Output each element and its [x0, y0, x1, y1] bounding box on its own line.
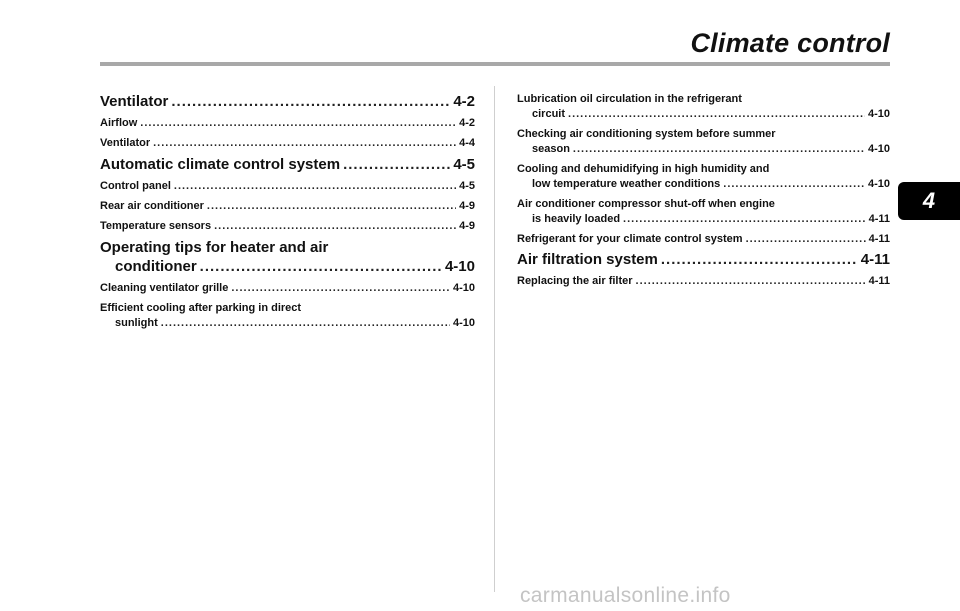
- chapter-tab-marker: 4: [898, 182, 960, 220]
- toc-entry-wrapped[interactable]: [517, 197, 890, 227]
- toc-leader-dots: [623, 212, 866, 227]
- toc-leader-dots: [573, 142, 865, 157]
- toc-leader-dots: [723, 177, 865, 192]
- toc-entry[interactable]: [100, 178, 475, 194]
- toc-leader-dots: [207, 198, 456, 214]
- toc-leader-dots: [214, 218, 456, 234]
- toc-leader-dots: [568, 107, 865, 122]
- toc-leader-dots: [140, 115, 456, 131]
- toc-entry-page: 4-10: [444, 258, 475, 275]
- toc-entry-page: 4-9: [459, 220, 475, 232]
- toc-entry-title: season: [532, 143, 570, 155]
- toc-leader-dots: [231, 280, 450, 296]
- toc-entry-wrapped[interactable]: [517, 127, 890, 157]
- toc-entry[interactable]: [517, 273, 890, 289]
- toc-entry-page: 4-10: [452, 317, 475, 329]
- toc-entry-wrapped[interactable]: [517, 92, 890, 122]
- chapter-title: Climate control: [690, 28, 890, 58]
- toc-entry-title: sunlight: [115, 317, 158, 329]
- toc-entry-wrapped[interactable]: [100, 238, 475, 276]
- toc-entry-page: 4-5: [453, 156, 475, 173]
- toc-entry-page: 4-2: [459, 117, 475, 129]
- toc-entry-title: conditioner: [115, 258, 197, 275]
- toc-entry-page: 4-11: [868, 213, 890, 225]
- toc-entry[interactable]: [100, 92, 475, 111]
- toc-entry-title: Ventilator: [100, 137, 151, 149]
- toc-leader-dots: [171, 92, 450, 111]
- toc-entry-wrapped[interactable]: [517, 162, 890, 192]
- toc-entry-title: Airflow: [100, 117, 138, 129]
- toc-leader-dots: [153, 135, 456, 151]
- toc-entry-wrapped[interactable]: [100, 301, 475, 331]
- toc-leader-dots: [200, 257, 442, 276]
- toc-entry-page: 4-2: [453, 93, 475, 110]
- toc-entry-title: circuit: [532, 108, 566, 120]
- toc-leader-dots: [636, 273, 866, 289]
- toc-entry-page: 4-9: [459, 200, 475, 212]
- toc-entry-title-line1: Checking air conditioning system before summer: [517, 128, 776, 140]
- toc-entry-title-line1: Efficient cooling after parking in direct: [100, 302, 302, 314]
- toc-entry-page: 4-11: [868, 233, 890, 245]
- toc-entry-page: 4-10: [867, 143, 890, 155]
- toc-entry-title: Air filtration system: [517, 251, 658, 268]
- toc-entry-title: is heavily loaded: [532, 213, 621, 225]
- toc-entry-title: Automatic climate control system: [100, 156, 341, 173]
- toc-entry-title: Control panel: [100, 180, 171, 192]
- toc-entry-page: 4-10: [867, 178, 890, 190]
- toc-leader-dots: [161, 316, 450, 331]
- toc-entry-title: low temperature weather conditions: [532, 178, 721, 190]
- toc-entry-title-line1: Lubrication oil circulation in the refrigerant: [517, 93, 742, 105]
- toc-leader-dots: [343, 155, 450, 174]
- toc-entry-title: Temperature sensors: [100, 220, 212, 232]
- toc-right-column: [517, 92, 890, 289]
- toc-entry[interactable]: [517, 231, 890, 247]
- toc-entry-page: 4-11: [860, 251, 890, 268]
- toc-leader-dots: [746, 231, 866, 247]
- toc-entry-title: Replacing the air filter: [517, 275, 633, 287]
- toc-entry-page: 4-10: [867, 108, 890, 120]
- toc-entry-title-line1: Operating tips for heater and air: [100, 239, 329, 256]
- toc-entry[interactable]: [100, 115, 475, 131]
- toc-entry[interactable]: [100, 135, 475, 151]
- watermark: carmanualsonline.info: [520, 584, 731, 607]
- toc-entry-title: Ventilator: [100, 93, 169, 110]
- toc-entry[interactable]: [100, 198, 475, 214]
- toc-leader-dots: [661, 250, 858, 269]
- toc-entry[interactable]: [100, 280, 475, 296]
- toc-entry-page: 4-10: [452, 282, 475, 294]
- toc-leader-dots: [174, 178, 456, 194]
- toc-entry-title: Refrigerant for your climate control system: [517, 233, 743, 245]
- toc-entry-page: 4-5: [459, 180, 475, 192]
- toc-left-column: [100, 92, 475, 331]
- toc-entry-title: Rear air conditioner: [100, 200, 204, 212]
- title-rule: [100, 62, 890, 66]
- toc-entry-title-line1: Cooling and dehumidifying in high humidity and: [517, 163, 770, 175]
- toc-entry-page: 4-4: [459, 137, 475, 149]
- toc-entry[interactable]: [100, 155, 475, 174]
- toc-entry-title-line1: Air conditioner compressor shut-off when engine: [517, 198, 775, 210]
- toc-entry[interactable]: [517, 250, 890, 269]
- toc-entry-page: 4-11: [868, 275, 890, 287]
- toc-entry-title: Cleaning ventilator grille: [100, 282, 229, 294]
- toc-entry[interactable]: [100, 218, 475, 234]
- column-divider: [494, 86, 495, 592]
